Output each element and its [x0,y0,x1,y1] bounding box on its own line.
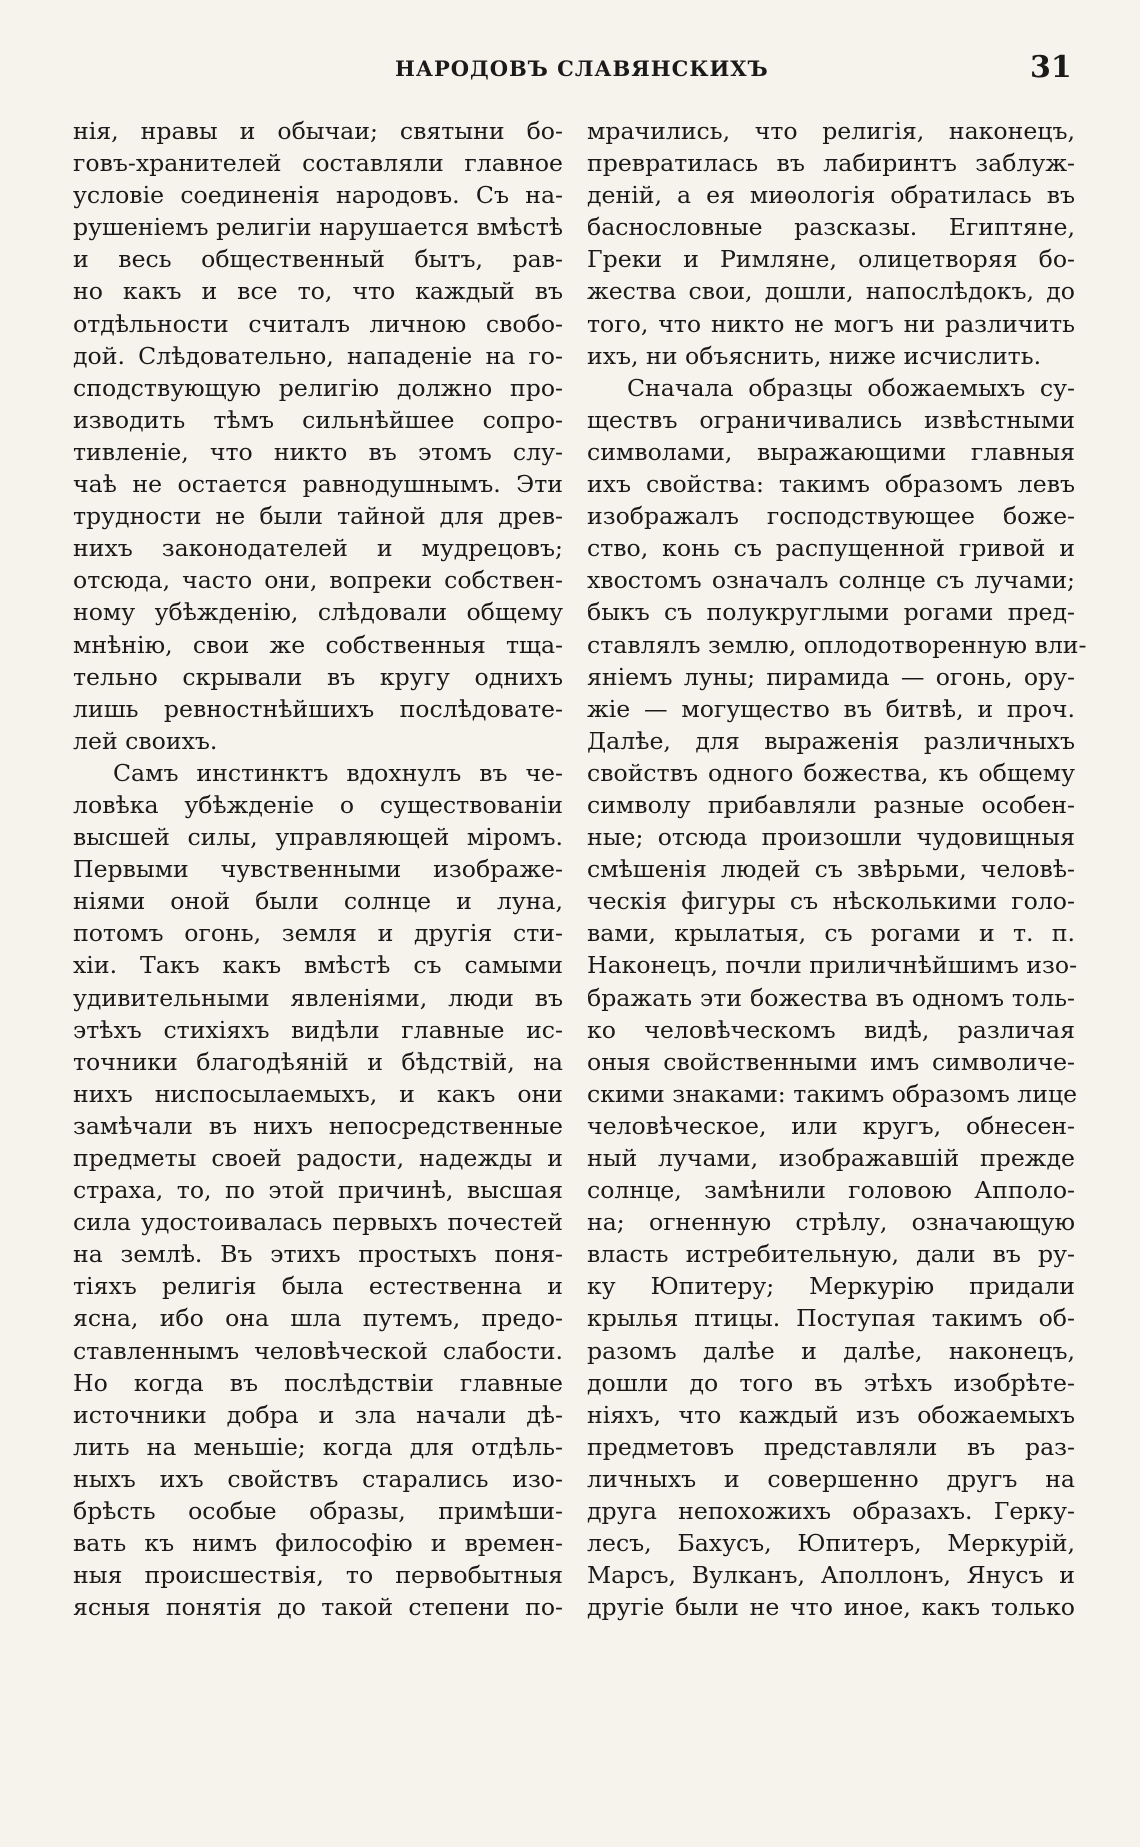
text-line: лить на меньшіе; когда для отдѣль- [73,1432,563,1461]
text-line: разомъ далѣе и далѣе, наконецъ, [587,1336,1075,1365]
text-line: ясна, ибо она шла путемъ, предо- [73,1304,563,1333]
text-line: лей своихъ. [73,726,218,755]
text-line: вами, крылатыя, съ рогами и т. п. [587,919,1075,948]
text-line: ко человѣческомъ видѣ, различая [587,1015,1075,1044]
text-line: предметы своей радости, надежды и [73,1144,563,1172]
left-column [73,115,563,1623]
text-line: удивительными явленіями, люди въ [73,983,563,1012]
text-line: тивленіе, что никто въ этомъ слу- [73,437,563,466]
text-line: баснословные разсказы. Египтяне, [587,213,1075,242]
text-line: потомъ огонь, земля и другія сти- [73,919,563,948]
text-line: источники добра и зла начали дѣ- [73,1400,563,1429]
text-line: мрачились, что религія, наконецъ, [587,117,1075,145]
text-line: власть истребительную, дали въ ру- [587,1240,1075,1269]
text-line: ловѣка убѣжденіе о существованіи [73,790,563,819]
text-line: ихъ свойства: такимъ образомъ левъ [587,470,1075,499]
text-line: изображалъ господствующее боже- [587,502,1075,531]
text-line: личныхъ и совершенно другъ на [587,1464,1075,1493]
text-line: отсюда, часто они, вопреки собствен- [73,566,563,595]
text-line: ществъ ограничивались извѣстными [587,405,1075,434]
text-line: солнце, замѣнили головою Апполо- [587,1176,1075,1205]
text-line: Первыми чувственными изображе- [73,855,563,884]
page-header [0,50,1140,96]
text-line: бражать эти божества въ одномъ толь- [587,983,1075,1012]
text-line: ніяхъ, что каждый изъ обожаемыхъ [587,1400,1075,1429]
text-line: ку Юпитеру; Меркурію придали [587,1272,1075,1301]
text-line: Самъ инстинктъ вдохнулъ въ че- [113,758,563,787]
text-line: ныхъ ихъ свойствъ старались изо- [73,1464,563,1493]
text-line: на землѣ. Въ этихъ простыхъ поня- [73,1240,563,1269]
text-line: оныя свойственными имъ символиче- [587,1047,1075,1076]
text-line: сподствующую религію должно про- [73,373,563,402]
text-line: свойствъ одного божества, къ общему [587,758,1075,787]
text-line: крылья птицы. Поступая такимъ об- [587,1304,1075,1333]
text-line: чаѣ не остается равнодушнымъ. Эти [73,470,563,499]
text-line: вать къ нимъ философію и времен- [73,1529,563,1558]
text-line: предметовъ представляли въ раз- [587,1432,1075,1461]
text-line: лишь ревностнѣйшихъ послѣдовате- [73,694,563,723]
text-line: Марсъ, Вулканъ, Аполлонъ, Янусъ и [587,1561,1075,1590]
text-line: изводить тѣмъ сильнѣйшее сопро- [73,405,563,434]
text-line: ніями оной были солнце и луна, [73,887,563,916]
text-line: страха, то, по этой причинѣ, высшая [73,1176,563,1205]
text-line: и весь общественный бытъ, рав- [73,245,563,274]
text-line: ный лучами, изображавшій прежде [587,1144,1075,1172]
text-line: хіи. Такъ какъ вмѣстѣ съ самыми [73,951,563,980]
text-line: брѣсть особые образы, примѣши- [73,1497,563,1526]
text-line: мнѣнію, свои же собственныя тща- [73,630,563,659]
text-line: друга непохожихъ образахъ. Герку- [587,1497,1075,1526]
text-line: того, что никто не могъ ни различить [587,309,1075,338]
text-line: человѣческое, или кругъ, обнесен- [587,1111,1075,1140]
text-line: символами, выражающими главныя [587,437,1075,466]
running-title: НАРОДОВЪ СЛАВЯНСКИХЪ [395,56,769,81]
page-number: 31 [1030,50,1072,85]
text-line: другіе были не что иное, какъ только [587,1593,1075,1622]
text-line: смѣшенія людей съ звѣрьми, человѣ- [587,855,1075,884]
text-line: деній, а ея миѳологія обратилась въ [587,181,1075,210]
text-line: символу прибавляли разные особен- [587,790,1075,819]
text-line: жества свои, дошли, напослѣдокъ, до [587,277,1075,306]
text-line: точники благодѣяній и бѣдствій, на [73,1047,563,1076]
text-line: сила удостоивалась первыхъ почестей [73,1208,563,1237]
text-line: Но когда въ послѣдствіи главные [73,1368,563,1397]
text-line: скими знаками: такимъ образомъ лице [587,1079,1078,1108]
text-line: жіе — могущество въ битвѣ, и проч. [587,694,1075,723]
text-line: отдѣльности считалъ личною свобо- [73,309,563,338]
text-line: лесъ, Бахусъ, Юпитеръ, Меркурій, [587,1529,1075,1558]
text-line: условіе соединенія народовъ. Съ на- [73,181,563,210]
text-line: ному убѣжденію, слѣдовали общему [73,598,563,627]
text-line: рушеніемъ религіи нарушается вмѣстѣ [73,213,563,242]
text-line: яніемъ луны; пирамида — огонь, ору- [587,662,1075,691]
text-line: этѣхъ стихіяхъ видѣли главные ис- [73,1015,563,1044]
text-line: замѣчали въ нихъ непосредственные [73,1111,563,1140]
text-line: ные; отсюда произошли чудовищныя [587,823,1075,852]
text-line: но какъ и все то, что каждый въ [73,277,563,306]
text-line: ныя происшествія, то первобытныя [73,1561,563,1590]
text-line: дошли до того въ этѣхъ изобрѣте- [587,1368,1075,1397]
text-line: нія, нравы и обычаи; святыни бо- [73,117,563,145]
text-line: ясныя понятія до такой степени по- [73,1593,563,1622]
text-line: быкъ съ полукруглыми рогами пред- [587,598,1075,627]
text-line: говъ-хранителей составляли главное [73,149,563,178]
text-line: ство, конь съ распущенной гривой и [587,534,1075,563]
text-line: ческія фигуры съ нѣсколькими голо- [587,887,1075,916]
text-line: Греки и Римляне, олицетворяя бо- [587,245,1075,274]
text-line: Наконецъ, почли приличнѣйшимъ изо- [587,951,1078,980]
text-line: превратилась въ лабиринтъ заблуж- [587,149,1075,178]
text-line: дой. Слѣдовательно, нападеніе на го- [73,341,563,370]
text-line: ихъ, ни объяснить, ниже исчислить. [587,341,1042,370]
text-line: тіяхъ религія была естественна и [73,1272,563,1301]
text-line: ставленнымъ человѣческой слабости. [73,1336,563,1365]
right-column [587,115,1087,1623]
text-line: нихъ ниспосылаемыхъ, и какъ они [73,1079,563,1108]
text-line: на; огненную стрѣлу, означающую [587,1208,1075,1237]
text-line: ставлялъ землю, оплодотворенную вли- [587,630,1087,659]
text-line: нихъ законодателей и мудрецовъ; [73,534,563,563]
text-line: хвостомъ означалъ солнце съ лучами; [587,566,1075,595]
text-line: высшей силы, управляющей міромъ. [73,823,563,852]
text-line: тельно скрывали въ кругу однихъ [73,662,563,691]
text-line: трудности не были тайной для древ- [73,502,563,531]
text-line: Далѣе, для выраженія различныхъ [587,726,1075,755]
text-line: Сначала образцы обожаемыхъ су- [627,373,1075,402]
